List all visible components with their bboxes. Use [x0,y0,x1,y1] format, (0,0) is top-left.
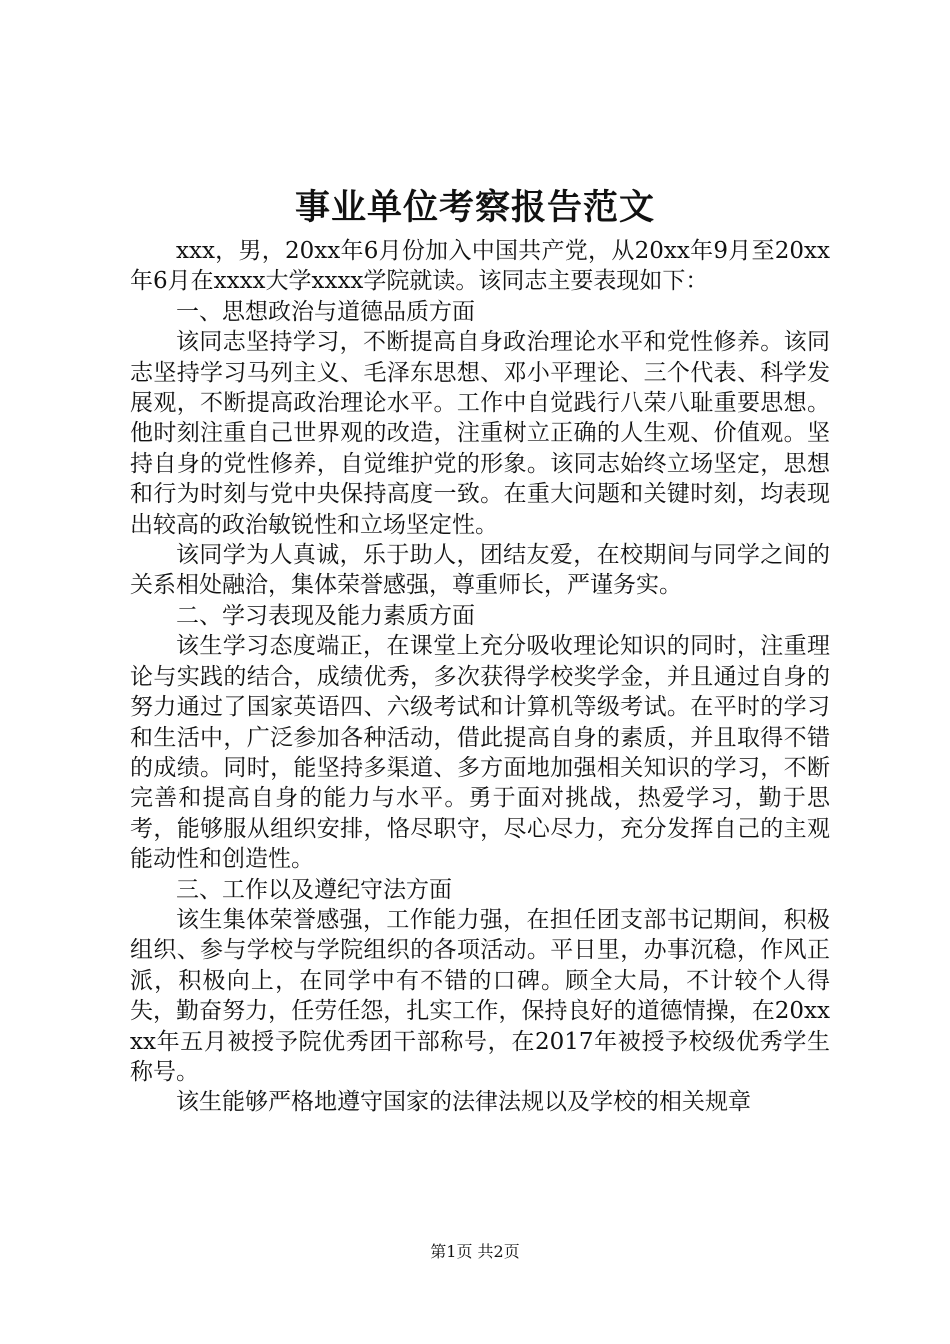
document-title: 事业单位考察报告范文 [294,187,655,228]
section-heading-1: 一、思想政治与道德品质方面 [176,298,475,325]
section-heading-2: 二、学习表现及能力素质方面 [176,602,475,629]
document-body [130,236,830,1118]
paragraph-discipline: 该生能够严格地遵守国家的法律法规以及学校的相关规章 [176,1089,751,1116]
section-heading-3: 三、工作以及遵纪守法方面 [176,876,452,903]
paragraph-study: 该生学习态度端正，在课堂上充分吸收理论知识的同时，注重理论与实践的结合，成绩优秀，多次获得学校奖学金，并且通过自身的努力通过了国家英语四、六级考试和计算机等级考试。在平时的学习和生活中，广泛参加各种活动，借此提高自身的素质，并且取得不错的成绩。同时，能坚持多渠道、多方面地加强相关知识的学习，不断完善和提高自身的能力与水平。勇于面对挑战，热爱学习，勤于思考，能够服从组织安排，恪尽职守，尽心尽力，充分发挥自己的主观能动性和创造性。 [130,633,830,873]
paragraph-work: 该生集体荣誉感强，工作能力强，在担任团支部书记期间，积极组织、参与学校与学院组织的各项活动。平日里，办事沉稳，作风正派，积极向上，在同学中有不错的口碑。顾全大局，不计较个人得失，勤奋努力，任劳任怨，扎实工作，保持良好的道德情操，在20xxxx年五月被授予院优秀团干部称号，在2017年被授予校级优秀学生称号。 [130,906,830,1085]
page-footer: 第1页 共2页 [430,1242,520,1261]
paragraph-character: 该同学为人真诚，乐于助人，团结友爱，在校期间与同学之间的关系相处融洽，集体荣誉感强，尊重师长，严谨务实。 [130,542,830,599]
paragraph-politics: 该同志坚持学习，不断提高自身政治理论水平和党性修养。该同志坚持学习马列主义、毛泽东思想、邓小平理论、三个代表、科学发展观，不断提高政治理论水平。工作中自觉践行八荣八耻重要思想。他时刻注重自己世界观的改造，注重树立正确的人生观、价值观。坚持自身的党性修养，自觉维护党的形象。该同志始终立场坚定，思想和行为时刻与党中央保持高度一致。在重大问题和关键时刻，均表现出较高的政治敏锐性和立场坚定性。 [130,329,830,538]
paragraph-intro: xxx，男，20xx年6月份加入中国共产党，从20xx年9月至20xx年6月在xxxx大学xxxx学院就读。该同志主要表现如下： [130,238,830,295]
